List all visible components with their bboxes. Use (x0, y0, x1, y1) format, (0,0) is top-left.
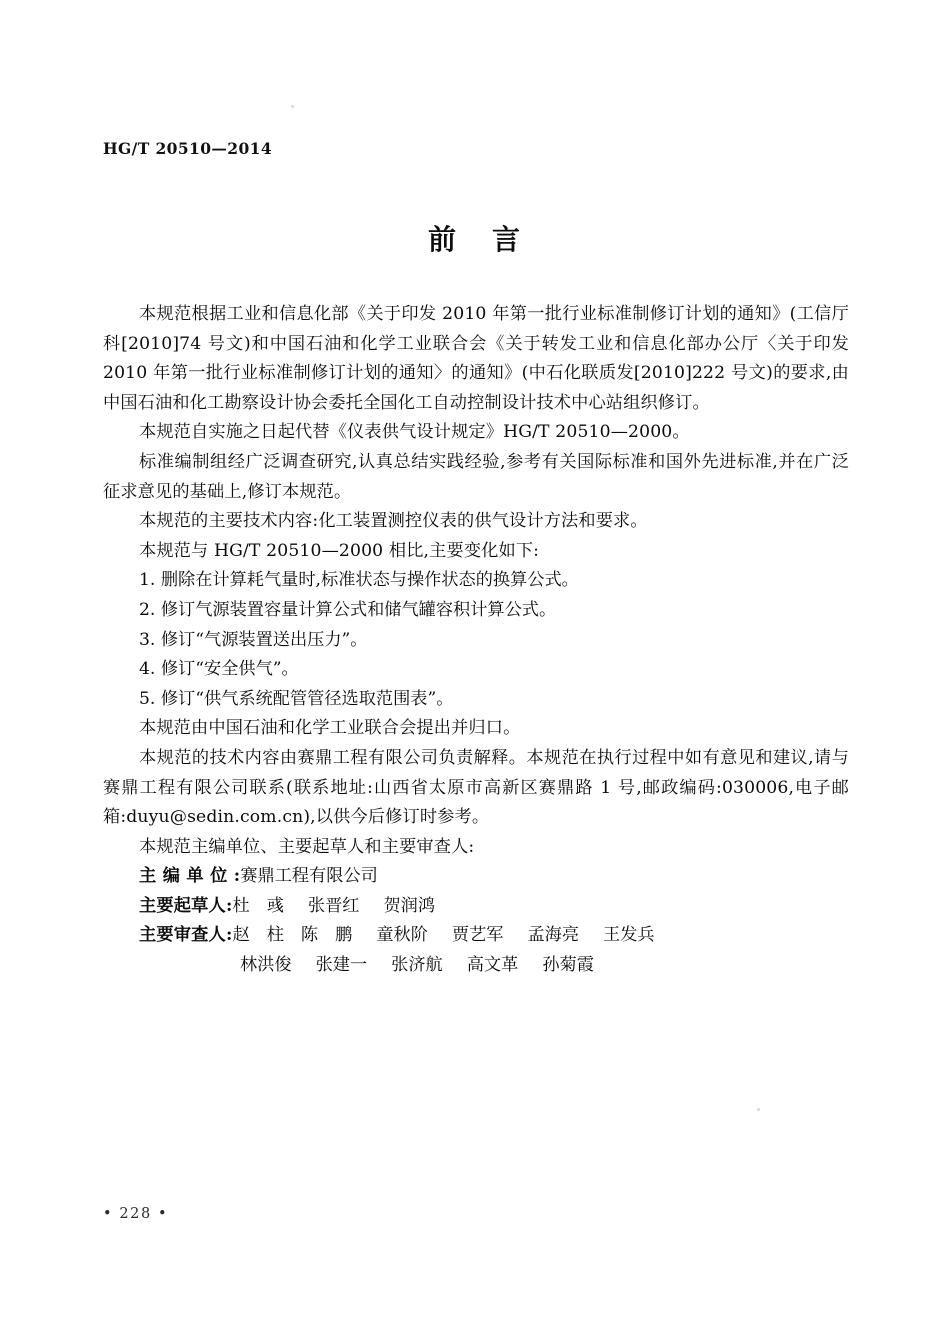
reviewer-name: 孙菊霞 (542, 955, 594, 976)
signature-reviewers-continued (103, 951, 849, 981)
paragraph-main-content: 本规范的主要技术内容:化工装置测控仪表的供气设计方法和要求。 (139, 511, 648, 532)
reviewer-name: 贾艺军 (451, 925, 504, 946)
paragraph-interpretation-contact: 本规范的技术内容由赛鼎工程有限公司负责解释。本规范在执行过程中如有意见和建议,请与赛鼎工程有限公司联系(联系地址:山西省太原市高新区赛鼎路 1 号,邮政编码:030006,电子邮箱:duyu@sedin.com.cn),以供今后修订时参考。 (103, 747, 849, 828)
scan-speck (291, 105, 294, 108)
drafter-name: 彧 (266, 895, 284, 916)
chief-editor-label: 主编单位 (139, 866, 234, 887)
signature-reviewers (103, 921, 849, 951)
reviewer-name: 张建一 (315, 955, 368, 976)
reviewer-name: 童秋阶 (376, 925, 428, 946)
reviewer-name: 孟海亮 (527, 925, 580, 946)
reviewer-name: 林洪俊 (240, 955, 292, 976)
change-item-4: 4. 修订“安全供气”。 (139, 659, 299, 680)
chief-editor-value: 赛鼎工程有限公司 (240, 866, 378, 887)
change-item-1: 1. 删除在计算耗气量时,标准状态与操作状态的换算公式。 (139, 570, 579, 591)
reviewers-colon: : (225, 925, 233, 946)
page-title-char-2: 言 (492, 223, 523, 256)
paragraph-proposed-by: 本规范由中国石油和化学工业联合会提出并归口。 (139, 718, 521, 739)
reviewer-name: 陈 (300, 925, 319, 946)
scan-speck (757, 1108, 760, 1111)
reviewer-name: 赵 (232, 925, 250, 946)
standard-code: HG/T 20510—2014 (103, 139, 273, 158)
running-head (103, 139, 272, 158)
drafter-name: 张晋红 (307, 895, 360, 916)
body-content (103, 300, 849, 981)
page-number: • 228 • (103, 1206, 169, 1222)
reviewer-name: 鹏 (335, 925, 353, 946)
signature-drafters (103, 892, 849, 922)
page-title (0, 218, 950, 258)
reviewers-label: 主要审查人 (139, 925, 226, 946)
page-title-char-1: 前 (427, 223, 458, 256)
signature-chief-editor (103, 862, 849, 892)
change-item-2: 2. 修订气源装置容量计算公式和储气罐容积计算公式。 (139, 599, 557, 620)
reviewer-name: 柱 (266, 925, 284, 946)
paragraph-drafting-process: 标准编制组经广泛调查研究,认真总结实践经验,参考有关国际标准和国外先进标准,并在广泛征求意见的基础上,修订本规范。 (103, 451, 849, 502)
drafters-colon: : (225, 895, 233, 916)
chief-editor-colon: : (233, 866, 241, 887)
paragraph-scope-basis: 本规范根据工业和信息化部《关于印发 2010 年第一批行业标准制修订计划的通知》(工信厅科[2010]74 号文)和中国石油和化学工业联合会《关于转发工业和信息化部办公厅〈关于印发 2010 年第一批行业标准制修订计划的通知〉的通知》(中石化联质发[2010]222 号文)的要求,由中国石油和化工勘察设计协会委托全国化工自动控制设计技术中心站组织修订。 (103, 304, 849, 413)
paragraph-changes-intro: 本规范与 HG/T 20510—2000 相比,主要变化如下: (139, 540, 540, 561)
change-item-3: 3. 修订“气源装置送出压力”。 (139, 629, 368, 650)
drafters-label: 主要起草人 (139, 895, 226, 916)
reviewer-name: 高文革 (466, 955, 519, 976)
change-item-5: 5. 修订“供气系统配管管径选取范围表”。 (139, 688, 454, 709)
paragraph-replaces: 本规范自实施之日起代替《仪表供气设计规定》HG/T 20510—2000。 (139, 422, 690, 443)
paragraph-signature-intro: 本规范主编单位、主要起草人和主要审查人: (139, 836, 475, 857)
drafter-name: 杜 (232, 895, 250, 916)
reviewer-name: 王发兵 (603, 925, 655, 946)
reviewer-name: 张济航 (391, 955, 443, 976)
drafter-name: 贺润鸿 (383, 895, 436, 916)
